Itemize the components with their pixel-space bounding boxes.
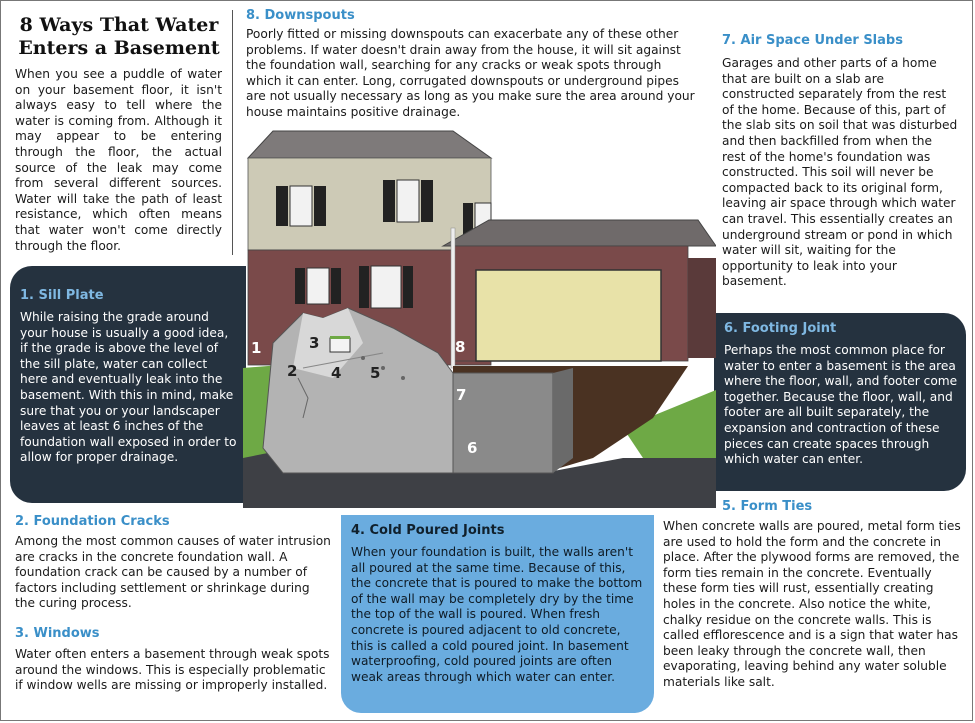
- form-tie: [401, 376, 405, 380]
- marker-6: 6: [467, 439, 478, 457]
- window-well: [330, 336, 350, 339]
- downspouts-heading: 8. Downspouts: [246, 8, 355, 23]
- marker-8: 8: [455, 338, 466, 356]
- marker-4: 4: [331, 364, 342, 382]
- marker-2: 2: [287, 362, 298, 380]
- window: [290, 186, 312, 226]
- shutter: [314, 186, 326, 226]
- footing-joint-panel: [714, 313, 966, 491]
- garage-door: [476, 270, 661, 361]
- basement-window: [330, 338, 350, 352]
- marker-3: 3: [309, 334, 320, 352]
- footing-joint-text: Perhaps the most common place for water to enter a basement is the area where the floor, wall, and footer come together. Because the floor, wall, and footer are all built separately, the expansion and contraction of these pieces can create spaces through which water can enter.: [724, 343, 958, 467]
- cold-joints-text: When your foundation is built, the walls aren't all poured at the same time. Because of this, the concrete that is poured to make the bottom of the wall may be completely dry by the time the top of the wall is poured. When fresh concrete is poured adjacent to old concrete, this is called a cold poured joint. In basement waterproofing, cold poured joints are often weak areas through which water can enter.: [351, 545, 643, 684]
- sill-plate-heading: 1. Sill Plate: [20, 288, 104, 303]
- title-line-1: 8 Ways That Water: [19, 14, 219, 36]
- cold-joints-heading: 4. Cold Poured Joints: [351, 523, 505, 538]
- form-tie: [381, 366, 385, 370]
- sill-plate-panel: [10, 266, 246, 503]
- windows-heading: 3. Windows: [15, 626, 100, 641]
- intro-text: When you see a puddle of water on your basement floor, it isn't always easy to tell where the water is coming from. Although it may appear to be entering through the floor, the actual source of the leak may come from several different sources. Water will take the path of least resistance, which often means that water won't come directly through the floor.: [15, 67, 222, 253]
- title-line-2: Enters a Basement: [18, 37, 220, 59]
- foundation-cracks-heading: 2. Foundation Cracks: [15, 514, 170, 529]
- form-ties-text: When concrete walls are poured, metal form ties are used to hold the form and the concrete in place. After the plywood forms are removed, the form ties remain in the concrete. Eventually these form ties will rust, essentially creating holes in the concrete. Also notice the white, chalky residue on the concrete walls. This is called efflorescence and is a sign that water has been leaky through the concrete wall, then evaporating, leaving behind any water soluble materials like salt.: [663, 519, 961, 689]
- window: [371, 266, 401, 308]
- shutter: [383, 180, 395, 222]
- page-title: [14, 14, 224, 60]
- upper-roof: [248, 131, 491, 158]
- shutter: [359, 266, 369, 308]
- shutter: [276, 186, 288, 226]
- shutter: [295, 268, 305, 304]
- marker-1: 1: [251, 339, 262, 357]
- marker-5: 5: [370, 364, 381, 382]
- air-space-text: Garages and other parts of a home that are built on a slab are constructed separately from the rest of the home. Because of this, part of the slab sits on soil that was disturbed and then backfilled from when the rest of the home's foundation was constructed. This soil will never be compacted back to its original form, leaving air space through which water can travel. This essentially creates an underground stream or pond in which water will sit, waiting for the opportunity to leak into your basement.: [722, 56, 958, 289]
- window: [307, 268, 329, 304]
- downspouts-text: Poorly fitted or missing downspouts can exacerbate any of these other problems. If water doesn't drain away from the house, it will sit against the foundation wall, searching for any cracks or weak spots through which it can enter. Long, corrugated downspouts or underground pipes are not usually necessary as long as you make sure the area around your house maintains positive drainage.: [246, 27, 695, 119]
- sill-plate-text: While raising the grade around your house is usually a good idea, if the grade is above the level of the sill plate, water can collect here and eventually leak into the basement. With this in mind, make sure that you or your landscaper leaves at least 6 inches of the foundation wall exposed in order to allow for proper drainage.: [20, 310, 237, 465]
- shutter: [403, 266, 413, 308]
- garage-roof: [443, 220, 716, 246]
- basement-wall: [453, 373, 553, 473]
- foundation-cracks-text: Among the most common causes of water intrusion are cracks in the concrete foundation wall. A foundation crack can be caused by a number of factors including settlement or shrinkage during the curing process.: [15, 534, 331, 611]
- form-ties-heading: 5. Form Ties: [722, 499, 813, 514]
- window: [397, 180, 419, 222]
- shutter: [421, 180, 433, 222]
- shutter: [331, 268, 341, 304]
- house-cutaway-illustration: [243, 128, 716, 508]
- form-tie: [361, 356, 365, 360]
- windows-text: Water often enters a basement through weak spots around the windows. This is especially problematic if window wells are missing or improperly installed.: [15, 647, 330, 693]
- basement-wall-edge: [553, 368, 573, 473]
- footing-joint-heading: 6. Footing Joint: [724, 321, 837, 336]
- air-space-heading: 7. Air Space Under Slabs: [722, 33, 903, 48]
- cold-joints-panel: [341, 515, 654, 713]
- marker-7: 7: [456, 386, 467, 404]
- divider: [232, 10, 233, 255]
- garage-side: [688, 258, 716, 358]
